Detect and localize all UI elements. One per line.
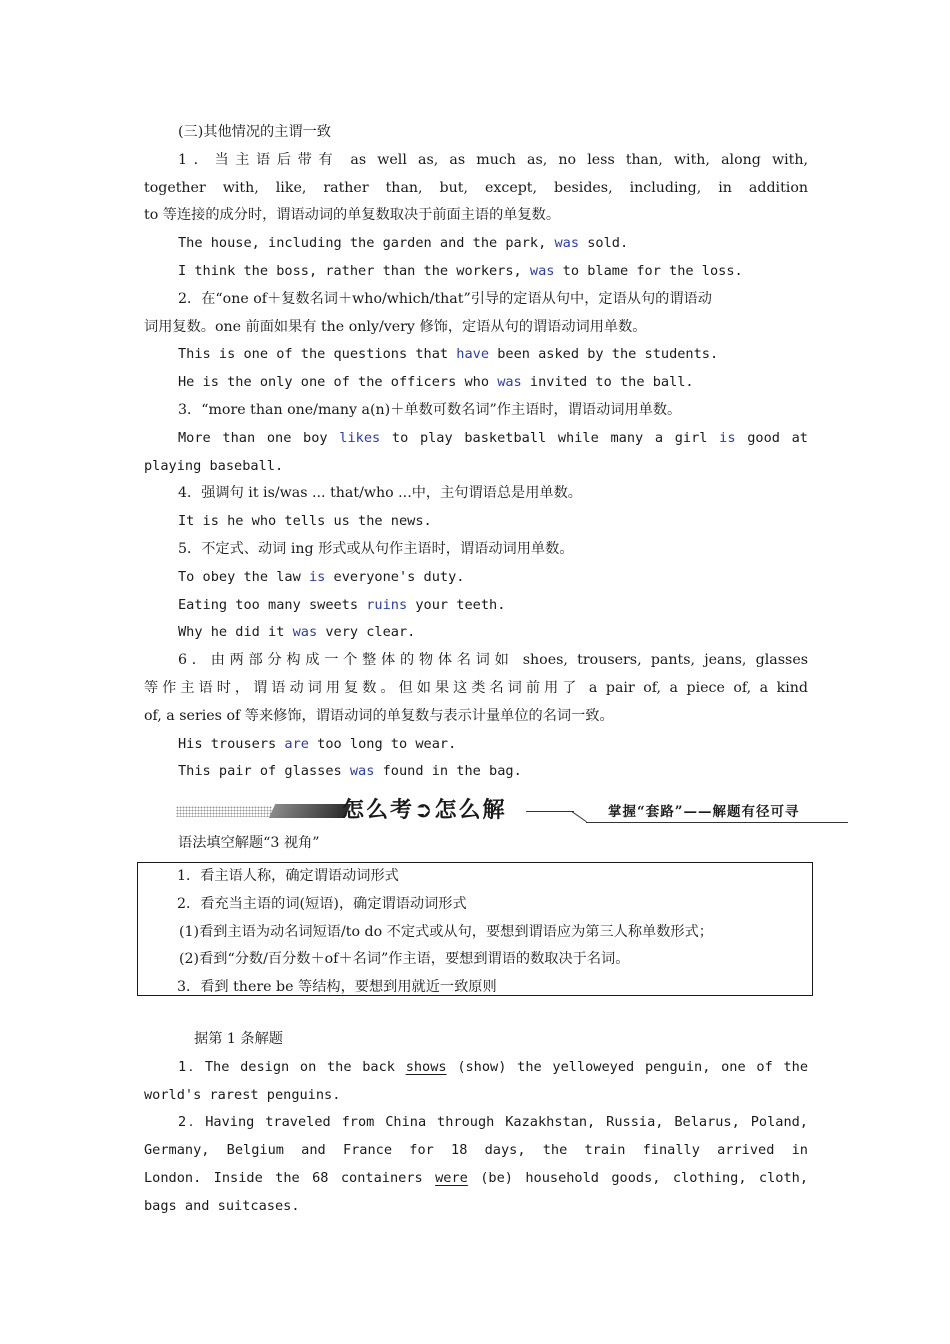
verb-highlight: was (497, 374, 522, 391)
rule1-line1: 1．当主语后带有 as well as, as much as, no less than, with, along with, (178, 151, 808, 168)
rule5-example3: Why he did it was very clear. (178, 624, 416, 641)
verb-highlight: was (529, 262, 555, 279)
grammar-page (144, 119, 808, 786)
banner-bar (269, 804, 352, 818)
rule6-line3: of, a series of 等来修饰，谓语动词的单复数与表示计量单位的名词一致。 (144, 707, 614, 724)
verb-highlight: likes (339, 429, 381, 446)
rule6-example2: This pair of glasses was found in the bag. (178, 763, 522, 780)
section-banner (176, 797, 848, 827)
rule1-example1: The house, including the garden and the park, was sold. (178, 235, 629, 252)
rule5-example2: Eating too many sweets ruins your teeth. (178, 596, 506, 613)
answer-blank: shows (405, 1058, 447, 1075)
verb-highlight: was (349, 763, 375, 780)
practice-heading: 据第 1 条解题 (194, 1031, 283, 1047)
rule2-example1: This is one of the questions that have been asked by the students. (178, 346, 719, 363)
rule3-line1: 3．“more than one/many a(n)＋单数可数名词”作主语时，谓语动词用单数。 (178, 401, 682, 418)
tip-item: 2．看充当主语的词(短语)，确定谓语动词形式 (177, 895, 467, 912)
rule2-line1: 2．在“one of＋复数名词＋who/which/that”引导的定语从句中，定语从句的谓语动 (178, 290, 712, 307)
rule4-example1: It is he who tells us the news. (178, 513, 432, 530)
verb-highlight: are (284, 735, 309, 752)
question-2-line2: Germany, Belgium and France for 18 days, the train finally arrived in (144, 1142, 808, 1159)
question-2-line1: 2．Having traveled from China through Kazakhstan, Russia, Belarus, Poland, (178, 1114, 808, 1131)
practice-section (144, 1026, 808, 1221)
rule5-example1: To obey the law is everyone's duty. (178, 568, 465, 585)
rule6-line1: 6．由两部分构成一个整体的物体名词如 shoes, trousers, pants, jeans, glasses (178, 652, 808, 669)
tip-item: (1)看到主语为动名词短语/to do 不定式或从句，要想到谓语应为第三人称单数形式； (179, 923, 713, 940)
banner-title: 怎么考➲怎么解 (342, 798, 507, 823)
banner-divider-slant (571, 811, 586, 822)
question-2-line3: London. Inside the 68 containers were (be) household goods, clothing, cloth, (144, 1169, 808, 1186)
section-heading: (三)其他情况的主谓一致 (178, 124, 331, 140)
tip-item: 1．看主语人称，确定谓语动词形式 (177, 868, 399, 884)
rule3-example1-cont: playing baseball. (144, 457, 284, 474)
answer-blank: were (435, 1169, 468, 1186)
verb-highlight: was (554, 235, 580, 252)
banner-underline (586, 822, 848, 823)
verb-highlight: ruins (366, 596, 408, 613)
rule5-line1: 5．不定式、动词 ing 形式或从句作主语时，谓语动词用单数。 (178, 540, 574, 557)
rule1-line2: together with, like, rather than, but, except, besides, including, in addition (144, 179, 808, 196)
rule2-example2: He is the only one of the officers who was invited to the ball. (178, 374, 694, 391)
rule3-example1: More than one boy likes to play basketball while many a girl is good at (178, 429, 808, 446)
verb-highlight: have (456, 346, 490, 363)
verb-highlight: is (308, 568, 326, 585)
tip-item: (2)看到“分数/百分数＋of＋名词”作主语，要想到谓语的数取决于名词。 (179, 951, 630, 968)
tips-heading: 语法填空解题“3 视角” (178, 835, 320, 851)
verb-highlight: is (719, 429, 736, 446)
tips-box (137, 862, 813, 996)
rule4-line1: 4．强调句 it is/was ... that/who ...中，主句谓语总是用单数。 (178, 485, 582, 502)
rule6-line2: 等作主语时，谓语动词用复数。但如果这类名词前用了 a pair of, a piece of, a kind (144, 679, 808, 696)
rule2-line2: 词用复数。one 前面如果有 the only/very 修饰，定语从句的谓语动词用单数。 (144, 318, 647, 335)
rule6-example1: His trousers are too long to wear. (178, 735, 457, 752)
verb-highlight: was (292, 624, 318, 641)
question-1-cont: world's rarest penguins. (144, 1086, 341, 1103)
tip-item: 3．看到 there be 等结构，要想到用就近一致原则 (177, 979, 497, 996)
dotted-pattern (176, 806, 272, 817)
question-1: 1．The design on the back shows (show) the yelloweyed penguin, one of the (178, 1058, 808, 1075)
question-2-line4: bags and suitcases. (144, 1197, 300, 1214)
banner-divider (526, 811, 574, 812)
rule1-example2: I think the boss, rather than the workers, was to blame for the loss. (178, 262, 743, 279)
rule1-line3: to 等连接的成分时，谓语动词的单复数取决于前面主语的单复数。 (144, 207, 561, 224)
arrow-icon: ➲ (414, 798, 435, 823)
banner-subtitle: 掌握“套路”——解题有径可寻 (608, 804, 800, 820)
